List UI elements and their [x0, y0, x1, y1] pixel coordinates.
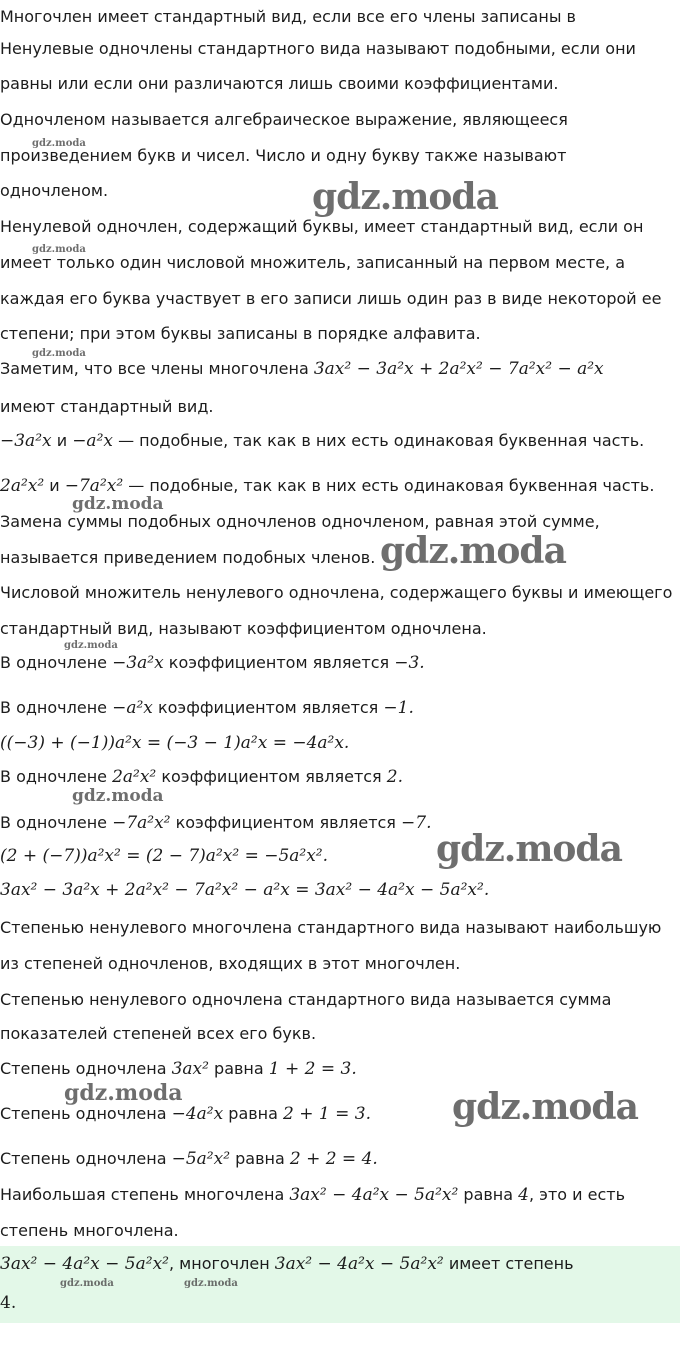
- text-line: Ненулевые одночлены стандартного вида называют подобными, если они: [0, 39, 636, 58]
- math-expression: −3.: [394, 653, 425, 673]
- text-line: Замена суммы подобных одночленов одночленом, равная этой сумме,: [0, 512, 600, 531]
- math-expression: 3ax² − 3a²x + 2a²x² − 7a²x² − a²x: [313, 359, 604, 379]
- text-line: В одночлене −a²x коэффициентом является −1.: [0, 698, 414, 718]
- text-line: Степень одночлена −5a²x² равна 2 + 2 = 4.: [0, 1149, 378, 1169]
- watermark-small: gdz.moda: [32, 348, 86, 359]
- text-line: Наибольшая степень многочлена 3ax² − 4a²x − 5a²x² равна 4, это и есть: [0, 1185, 626, 1205]
- text-line: В одночлене 2a²x² коэффициентом является 2.: [0, 767, 403, 787]
- watermark-medium: gdz.moda: [72, 786, 164, 806]
- watermark-small: gdz.moda: [32, 138, 86, 149]
- watermark-small: gdz.moda: [32, 244, 86, 255]
- math-expression: 3ax²: [171, 1059, 209, 1079]
- watermark-large: gdz.moda: [452, 1086, 638, 1128]
- text-line: 2a²x² и −7a²x² — подобные, так как в них есть одинаковая буквенная часть.: [0, 476, 655, 496]
- text-line: одночленом.: [0, 181, 109, 200]
- math-expression: 2a²x²: [112, 767, 157, 787]
- math-expression: −5a²x²: [171, 1149, 231, 1169]
- text-line: Одночленом называется алгебраическое выражение, являющееся: [0, 110, 568, 129]
- math-expression: 1 + 2 = 3.: [268, 1059, 357, 1079]
- text-line: Многочлен имеет стандартный вид, если все его члены записаны в: [0, 7, 576, 26]
- watermark-medium: gdz.moda: [64, 1080, 183, 1106]
- math-expression: 3ax² − 4a²x − 5a²x²: [0, 1254, 169, 1274]
- math-expression: −a²x: [112, 698, 153, 718]
- answer-box: [0, 1246, 680, 1323]
- watermark-large: gdz.moda: [380, 530, 566, 572]
- math-line: 3ax² − 3a²x + 2a²x² − 7a²x² − a²x = 3ax² − 4a²x − 5a²x².: [0, 880, 490, 900]
- math-expression: 3ax² − 4a²x − 5a²x²: [289, 1185, 459, 1205]
- math-expression: 3ax² − 4a²x − 5a²x²: [274, 1254, 444, 1274]
- math-expression: 2 + 2 = 4.: [289, 1149, 378, 1169]
- math-expression: −a²x: [72, 431, 113, 451]
- math-line: (2 + (−7))a²x² = (2 − 7)a²x² = −5a²x².: [0, 846, 329, 866]
- text-line: Заметим, что все члены многочлена 3ax² − 3a²x + 2a²x² − 7a²x² − a²x: [0, 359, 604, 379]
- text-line: имеют стандартный вид.: [0, 397, 214, 416]
- math-line: ((−3) + (−1))a²x = (−3 − 1)a²x = −4a²x.: [0, 733, 350, 753]
- answer-line: 3ax² − 4a²x − 5a²x², многочлен 3ax² − 4a²x − 5a²x² имеет степень: [0, 1254, 574, 1274]
- text-line: стандартный вид, называют коэффициентом одночлена.: [0, 619, 487, 638]
- text-line: каждая его буква участвует в его записи лишь один раз в виде некоторой ее: [0, 289, 662, 308]
- text-line: Степень одночлена −4a²x равна 2 + 1 = 3.: [0, 1104, 371, 1124]
- text-line: Числовой множитель ненулевого одночлена, содержащего буквы и имеющего: [0, 583, 673, 602]
- math-expression: −3a²x: [0, 431, 52, 451]
- text-line: из степеней одночленов, входящих в этот многочлен.: [0, 954, 461, 973]
- text-line: Степенью ненулевого одночлена стандартного вида называется сумма: [0, 990, 612, 1009]
- text-line: −3a²x и −a²x — подобные, так как в них есть одинаковая буквенная часть.: [0, 431, 645, 451]
- text-line: В одночлене −7a²x² коэффициентом является −7.: [0, 813, 432, 833]
- watermark-medium: gdz.moda: [72, 494, 164, 514]
- watermark-large: gdz.moda: [436, 828, 622, 870]
- text-line: Ненулевой одночлен, содержащий буквы, имеет стандартный вид, если он: [0, 217, 644, 236]
- text-line: степень многочлена.: [0, 1221, 179, 1240]
- math-expression: 2 + 1 = 3.: [283, 1104, 371, 1124]
- text-line: В одночлене −3a²x коэффициентом является −3.: [0, 653, 425, 673]
- watermark-large: gdz.moda: [312, 176, 498, 218]
- math-expression: −7.: [401, 813, 432, 833]
- text-line: степени; при этом буквы записаны в порядке алфавита.: [0, 324, 481, 343]
- answer-tail: 4.: [0, 1293, 17, 1313]
- math-expression: 2.: [386, 767, 403, 787]
- text-line: Степенью ненулевого многочлена стандартного вида называют наибольшую: [0, 918, 662, 937]
- watermark-small: gdz.moda: [60, 1278, 114, 1289]
- math-expression: 2a²x²: [0, 476, 45, 496]
- math-expression: −4a²x: [171, 1104, 224, 1124]
- math-expression: −1.: [383, 698, 414, 718]
- text-line: имеет только один числовой множитель, записанный на первом месте, а: [0, 253, 626, 272]
- math-expression: −7a²x²: [112, 813, 171, 833]
- text-line: Степень одночлена 3ax² равна 1 + 2 = 3.: [0, 1059, 357, 1079]
- watermark-small: gdz.moda: [184, 1278, 238, 1289]
- text-line: называется приведением подобных членов.: [0, 548, 376, 567]
- watermark-small: gdz.moda: [64, 640, 118, 651]
- math-expression: −3a²x: [112, 653, 164, 673]
- math-expression: −7a²x²: [64, 476, 124, 496]
- text-line: произведением букв и чисел. Число и одну букву также называют: [0, 146, 567, 165]
- text-line: показателей степеней всех его букв.: [0, 1024, 317, 1043]
- text-line: равны или если они различаются лишь своими коэффициентами.: [0, 74, 559, 93]
- math-expression: 4: [518, 1185, 529, 1205]
